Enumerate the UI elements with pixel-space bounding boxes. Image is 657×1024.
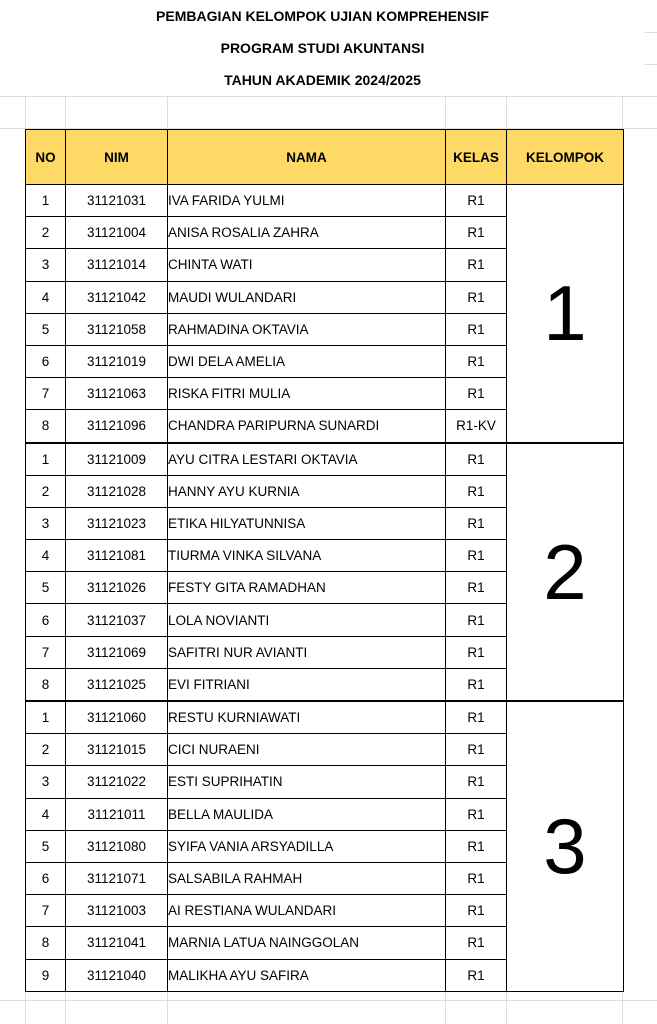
cell-nim: 31121058: [66, 313, 168, 345]
cell-no: 3: [26, 249, 66, 281]
cell-no: 3: [26, 766, 66, 798]
cell-nim: 31121081: [66, 540, 168, 572]
cell-nim: 31121096: [66, 410, 168, 443]
cell-nama: HANNY AYU KURNIA: [168, 475, 446, 507]
cell-no: 4: [26, 540, 66, 572]
title-line-2: PROGRAM STUDI AKUNTANSI: [0, 32, 645, 64]
cell-nama: DWI DELA AMELIA: [168, 345, 446, 377]
cell-nim: 31121037: [66, 604, 168, 636]
cell-kelas: R1: [446, 185, 507, 217]
cell-nama: RESTU KURNIAWATI: [168, 701, 446, 734]
cell-no: 1: [26, 443, 66, 476]
cell-nama: CHINTA WATI: [168, 249, 446, 281]
title-line-1: PEMBAGIAN KELOMPOK UJIAN KOMPREHENSIF: [0, 0, 645, 32]
cell-nim: 31121009: [66, 443, 168, 476]
cell-nim: 31121069: [66, 636, 168, 668]
cell-nim: 31121080: [66, 830, 168, 862]
cell-nama: EVI FITRIANI: [168, 668, 446, 701]
cell-kelas: R1: [446, 217, 507, 249]
cell-nim: 31121063: [66, 378, 168, 410]
cell-no: 7: [26, 636, 66, 668]
group-table: [25, 129, 624, 992]
header-no: NO: [26, 130, 66, 185]
cell-nama: SYIFA VANIA ARSYADILLA: [168, 830, 446, 862]
table-row: [26, 185, 624, 217]
cell-nama: LOLA NOVIANTI: [168, 604, 446, 636]
cell-nim: 31121004: [66, 217, 168, 249]
cell-kelas: R1: [446, 862, 507, 894]
cell-no: 7: [26, 378, 66, 410]
cell-nama: SAFITRI NUR AVIANTI: [168, 636, 446, 668]
cell-no: 4: [26, 798, 66, 830]
header-nama: NAMA: [168, 130, 446, 185]
cell-kelas: R1: [446, 313, 507, 345]
cell-no: 6: [26, 604, 66, 636]
cell-no: 1: [26, 185, 66, 217]
cell-kelompok: 1: [507, 185, 624, 443]
cell-nama: CHANDRA PARIPURNA SUNARDI: [168, 410, 446, 443]
cell-nama: RAHMADINA OKTAVIA: [168, 313, 446, 345]
cell-kelas: R1: [446, 959, 507, 991]
table-row: [26, 701, 624, 734]
cell-nama: BELLA MAULIDA: [168, 798, 446, 830]
cell-kelas: R1: [446, 830, 507, 862]
cell-kelompok: 2: [507, 443, 624, 702]
cell-kelas: R1: [446, 249, 507, 281]
cell-nama: RISKA FITRI MULIA: [168, 378, 446, 410]
cell-kelas: R1: [446, 636, 507, 668]
cell-nim: 31121026: [66, 572, 168, 604]
header-kelompok: KELOMPOK: [507, 130, 624, 185]
cell-kelas: R1: [446, 345, 507, 377]
cell-no: 6: [26, 345, 66, 377]
cell-kelas: R1: [446, 927, 507, 959]
cell-nama: FESTY GITA RAMADHAN: [168, 572, 446, 604]
cell-kelas: R1: [446, 668, 507, 701]
cell-nim: 31121003: [66, 895, 168, 927]
cell-no: 8: [26, 927, 66, 959]
cell-nama: MARNIA LATUA NAINGGOLAN: [168, 927, 446, 959]
cell-nim: 31121028: [66, 475, 168, 507]
cell-no: 7: [26, 895, 66, 927]
cell-nim: 31121060: [66, 701, 168, 734]
cell-kelompok: 3: [507, 701, 624, 991]
cell-nim: 31121019: [66, 345, 168, 377]
cell-no: 5: [26, 313, 66, 345]
cell-nama: MALIKHA AYU SAFIRA: [168, 959, 446, 991]
cell-kelas: R1-KV: [446, 410, 507, 443]
cell-kelas: R1: [446, 798, 507, 830]
cell-nim: 31121040: [66, 959, 168, 991]
cell-nama: SALSABILA RAHMAH: [168, 862, 446, 894]
table-row: [26, 443, 624, 476]
cell-nim: 31121071: [66, 862, 168, 894]
cell-kelas: R1: [446, 701, 507, 734]
cell-nama: ESTI SUPRIHATIN: [168, 766, 446, 798]
cell-no: 2: [26, 734, 66, 766]
header-kelas: KELAS: [446, 130, 507, 185]
cell-no: 5: [26, 572, 66, 604]
cell-nim: 31121022: [66, 766, 168, 798]
cell-kelas: R1: [446, 281, 507, 313]
cell-nim: 31121031: [66, 185, 168, 217]
cell-kelas: R1: [446, 572, 507, 604]
cell-nim: 31121023: [66, 507, 168, 539]
cell-kelas: R1: [446, 378, 507, 410]
cell-kelas: R1: [446, 766, 507, 798]
cell-kelas: R1: [446, 604, 507, 636]
cell-no: 5: [26, 830, 66, 862]
cell-nama: AYU CITRA LESTARI OKTAVIA: [168, 443, 446, 476]
cell-no: 8: [26, 668, 66, 701]
cell-kelas: R1: [446, 895, 507, 927]
cell-nim: 31121042: [66, 281, 168, 313]
cell-nim: 31121041: [66, 927, 168, 959]
cell-nim: 31121025: [66, 668, 168, 701]
cell-kelas: R1: [446, 734, 507, 766]
cell-no: 6: [26, 862, 66, 894]
cell-nama: AI RESTIANA WULANDARI: [168, 895, 446, 927]
cell-nim: 31121015: [66, 734, 168, 766]
cell-no: 3: [26, 507, 66, 539]
cell-no: 2: [26, 217, 66, 249]
cell-kelas: R1: [446, 507, 507, 539]
table-header-row: [26, 130, 624, 185]
cell-nama: CICI NURAENI: [168, 734, 446, 766]
cell-no: 1: [26, 701, 66, 734]
cell-no: 2: [26, 475, 66, 507]
cell-kelas: R1: [446, 443, 507, 476]
cell-nama: MAUDI WULANDARI: [168, 281, 446, 313]
cell-nama: TIURMA VINKA SILVANA: [168, 540, 446, 572]
cell-nama: ANISA ROSALIA ZAHRA: [168, 217, 446, 249]
table-body: [26, 185, 624, 992]
cell-kelas: R1: [446, 475, 507, 507]
cell-nim: 31121014: [66, 249, 168, 281]
cell-nama: IVA FARIDA YULMI: [168, 185, 446, 217]
cell-kelas: R1: [446, 540, 507, 572]
title-line-3: TAHUN AKADEMIK 2024/2025: [0, 64, 645, 96]
cell-no: 9: [26, 959, 66, 991]
cell-no: 4: [26, 281, 66, 313]
cell-nama: ETIKA HILYATUNNISA: [168, 507, 446, 539]
header-nim: NIM: [66, 130, 168, 185]
cell-no: 8: [26, 410, 66, 443]
cell-nim: 31121011: [66, 798, 168, 830]
